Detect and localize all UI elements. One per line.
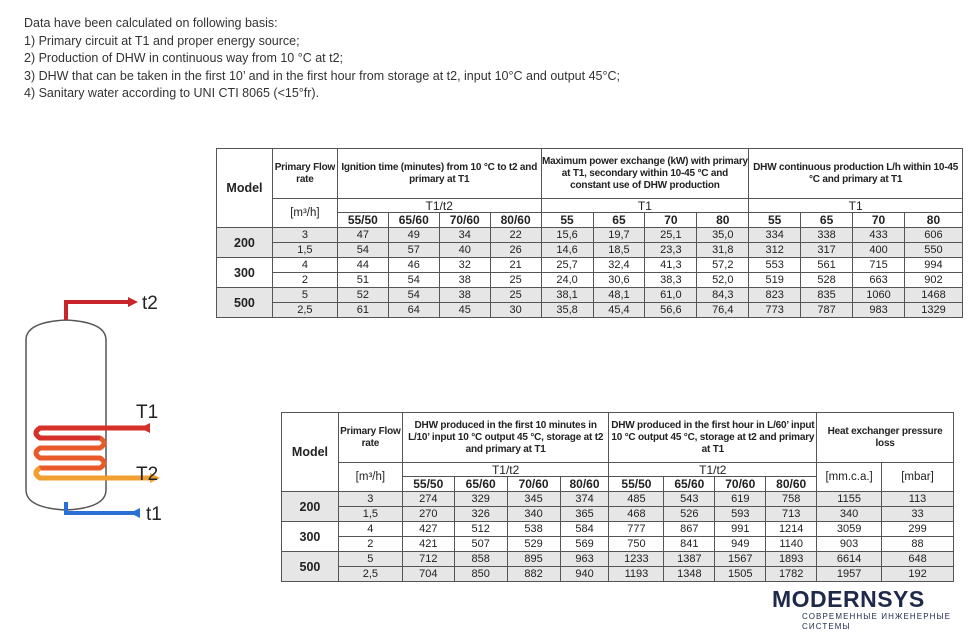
table-cell: 648: [882, 552, 954, 567]
model-cell: 300: [282, 522, 339, 552]
table-cell: 1,5: [272, 243, 337, 258]
tank-diagram: [0, 280, 200, 540]
table-cell: 529: [507, 537, 560, 552]
table-cell: 21: [490, 258, 541, 273]
table-cell: 57,2: [697, 258, 749, 273]
table-cell: 317: [801, 243, 853, 258]
table-cell: 1505: [715, 567, 766, 582]
table-cell: 25: [490, 288, 541, 303]
production-subheader: T1: [749, 199, 963, 213]
column-header-g1_cols-0: 55/50: [402, 477, 454, 492]
table-cell: 850: [454, 567, 507, 582]
table-row: [282, 567, 954, 582]
column-header-g3_cols-2: 70: [853, 213, 905, 228]
column-header-g2_cols-2: 70/60: [715, 477, 766, 492]
table-cell: 38: [439, 273, 490, 288]
table-cell: 1468: [904, 288, 962, 303]
model-header: Model: [282, 413, 339, 492]
modernsys-logo: [772, 586, 972, 632]
table-cell: 18,5: [593, 243, 645, 258]
table-cell: 40: [439, 243, 490, 258]
table-cell: 421: [402, 537, 454, 552]
table-cell: 54: [337, 243, 388, 258]
table-cell: 54: [388, 273, 439, 288]
table-cell: 32: [439, 258, 490, 273]
table-cell: 528: [801, 273, 853, 288]
column-header-g2_cols-2: 70: [645, 213, 697, 228]
table-cell: 704: [402, 567, 454, 582]
column-header-g2_cols-0: 55/50: [609, 477, 664, 492]
table-cell: 38: [439, 288, 490, 303]
pressure-loss-header: Heat exchanger pressure loss: [817, 413, 954, 463]
model-cell: 500: [217, 288, 273, 318]
table-cell: 507: [454, 537, 507, 552]
column-header-g1_cols-1: 65/60: [454, 477, 507, 492]
table-cell: 26: [490, 243, 541, 258]
table-cell: 24,0: [541, 273, 593, 288]
table-cell: 773: [749, 303, 801, 318]
table-cell: 526: [664, 507, 715, 522]
table-cell: 41,3: [645, 258, 697, 273]
t1-arrow-icon: [130, 508, 140, 518]
table-row: [217, 258, 963, 273]
table-cell: 994: [904, 258, 962, 273]
t1-label: t1: [146, 504, 162, 525]
logo-tagline: СОВРЕМЕННЫЕ ИНЖЕНЕРНЫЕ СИСТЕМЫ: [802, 612, 952, 631]
table-cell: 57: [388, 243, 439, 258]
table-cell: 31,8: [697, 243, 749, 258]
table-cell: 550: [904, 243, 962, 258]
table-cell: 2: [338, 537, 402, 552]
column-header-g3_cols-3: 80: [904, 213, 962, 228]
performance-table-2: [281, 412, 954, 582]
table-cell: 33: [882, 507, 954, 522]
table-cell: 345: [507, 492, 560, 507]
table-cell: 823: [749, 288, 801, 303]
table-cell: 329: [454, 492, 507, 507]
notes-title: Data have been calculated on following basis:: [24, 16, 278, 30]
table-cell: 45: [439, 303, 490, 318]
table-cell: 35,0: [697, 228, 749, 243]
flow-unit: [m³/h]: [338, 463, 402, 492]
table-cell: 1387: [664, 552, 715, 567]
table-cell: 758: [766, 492, 817, 507]
table-cell: 882: [507, 567, 560, 582]
table-cell: 1060: [853, 288, 905, 303]
table-cell: 38,1: [541, 288, 593, 303]
table-row: [217, 288, 963, 303]
table-cell: 76,4: [697, 303, 749, 318]
column-header-g1_cols-1: 65/60: [388, 213, 439, 228]
table-cell: 2,5: [272, 303, 337, 318]
table-row: [217, 303, 963, 318]
table-cell: 52: [337, 288, 388, 303]
column-header-g2_cols-3: 80: [697, 213, 749, 228]
table-cell: 858: [454, 552, 507, 567]
table-row: [217, 273, 963, 288]
column-header-g3_cols-1: 65: [801, 213, 853, 228]
table-cell: 312: [749, 243, 801, 258]
table-cell: 84,3: [697, 288, 749, 303]
table-row: [282, 522, 954, 537]
table-cell: 433: [853, 228, 905, 243]
table-cell: 48,1: [593, 288, 645, 303]
table-cell: 46: [388, 258, 439, 273]
table-cell: 3059: [817, 522, 882, 537]
table-cell: 3: [272, 228, 337, 243]
table-cell: 374: [560, 492, 609, 507]
table-cell: 3: [338, 492, 402, 507]
table-cell: 47: [337, 228, 388, 243]
model-header: Model: [217, 149, 273, 228]
table-cell: 569: [560, 537, 609, 552]
model-cell: 200: [217, 228, 273, 258]
table-row: [282, 507, 954, 522]
table-cell: 963: [560, 552, 609, 567]
table-cell: 340: [507, 507, 560, 522]
column-header-g1_cols-0: 55/50: [337, 213, 388, 228]
note-item-3: 3) DHW that can be taken in the first 10’ and in the first hour from storage at t2, input 10°C and output 45°C;: [24, 68, 620, 83]
table-cell: 299: [882, 522, 954, 537]
table-cell: 340: [817, 507, 882, 522]
note-item-4: 4) Sanitary water according to UNI CTI 8065 (<15°fr).: [24, 86, 320, 100]
column-header-g1_cols-2: 70/60: [507, 477, 560, 492]
table-cell: 485: [609, 492, 664, 507]
table-row: [217, 243, 963, 258]
table-cell: 2: [272, 273, 337, 288]
table-cell: 1,5: [338, 507, 402, 522]
table-cell: 4: [272, 258, 337, 273]
table-cell: 940: [560, 567, 609, 582]
table-cell: 561: [801, 258, 853, 273]
table-cell: 44: [337, 258, 388, 273]
table-cell: 841: [664, 537, 715, 552]
table-cell: 22: [490, 228, 541, 243]
notes-block: [24, 15, 620, 103]
table-cell: 983: [853, 303, 905, 318]
table-cell: 1329: [904, 303, 962, 318]
table-cell: 949: [715, 537, 766, 552]
table-cell: 56,6: [645, 303, 697, 318]
table-row: [282, 537, 954, 552]
table-cell: 512: [454, 522, 507, 537]
model-cell: 200: [282, 492, 339, 522]
ignition-subheader: T1/t2: [337, 199, 541, 213]
table-cell: 1233: [609, 552, 664, 567]
column-header-g1_cols-3: 80/60: [490, 213, 541, 228]
first-10-min-header: DHW produced in the first 10 minutes in L/10’ input 10 °C output 45 °C, storage at t2 and primary at T1: [402, 413, 609, 463]
first-10-min-subheader: T1/t2: [402, 463, 609, 477]
table-cell: 19,7: [593, 228, 645, 243]
table-cell: 2,5: [338, 567, 402, 582]
table-cell: 1567: [715, 552, 766, 567]
table-cell: 192: [882, 567, 954, 582]
table-cell: 519: [749, 273, 801, 288]
table-cell: 51: [337, 273, 388, 288]
table-cell: 902: [904, 273, 962, 288]
table-cell: 326: [454, 507, 507, 522]
first-hour-subheader: T1/t2: [609, 463, 817, 477]
t2-arrow-icon: [128, 297, 138, 307]
continuous-production-header: DHW continuous production L/h within 10-45 °C and primary at T1: [749, 149, 963, 199]
table-cell: 835: [801, 288, 853, 303]
table-cell: 270: [402, 507, 454, 522]
table-cell: 400: [853, 243, 905, 258]
T2-label: T2: [136, 464, 159, 485]
table-cell: 334: [749, 228, 801, 243]
table-cell: 5: [338, 552, 402, 567]
table-cell: 1348: [664, 567, 715, 582]
table-cell: 45,4: [593, 303, 645, 318]
column-header-g2_cols-1: 65: [593, 213, 645, 228]
table-cell: 54: [388, 288, 439, 303]
table-cell: 5: [272, 288, 337, 303]
table-cell: 468: [609, 507, 664, 522]
performance-table-1: [216, 148, 963, 318]
table-cell: 4: [338, 522, 402, 537]
table-cell: 6614: [817, 552, 882, 567]
table-cell: 61,0: [645, 288, 697, 303]
tank-body: [26, 320, 106, 510]
table-cell: 777: [609, 522, 664, 537]
table-cell: 32,4: [593, 258, 645, 273]
table-cell: 88: [882, 537, 954, 552]
column-header-g2_cols-1: 65/60: [664, 477, 715, 492]
note-item-1: 1) Primary circuit at T1 and proper energy source;: [24, 33, 300, 48]
table-cell: 30,6: [593, 273, 645, 288]
flow-unit: [m³/h]: [272, 199, 337, 228]
model-cell: 300: [217, 258, 273, 288]
table-cell: 538: [507, 522, 560, 537]
table-cell: 52,0: [697, 273, 749, 288]
table-cell: 30: [490, 303, 541, 318]
table-cell: 35,8: [541, 303, 593, 318]
logo-name: MODERNSYS: [772, 586, 925, 612]
table-cell: 338: [801, 228, 853, 243]
ignition-time-header: Ignition time (minutes) from 10 °C to t2 and primary at T1: [337, 149, 541, 199]
table-cell: 895: [507, 552, 560, 567]
table-cell: 427: [402, 522, 454, 537]
table-cell: 606: [904, 228, 962, 243]
table-cell: 34: [439, 228, 490, 243]
table-cell: 787: [801, 303, 853, 318]
table-cell: 991: [715, 522, 766, 537]
column-header-g1_cols-2: 70/60: [439, 213, 490, 228]
table-cell: 1782: [766, 567, 817, 582]
model-cell: 500: [282, 552, 339, 582]
pressure-unit-mbar: [mbar]: [882, 463, 954, 492]
T1-label: T1: [136, 402, 159, 423]
table-cell: 274: [402, 492, 454, 507]
table-cell: 25,7: [541, 258, 593, 273]
table-cell: 1155: [817, 492, 882, 507]
table-cell: 25: [490, 273, 541, 288]
table-cell: 1140: [766, 537, 817, 552]
table-cell: 903: [817, 537, 882, 552]
max-power-header: Maximum power exchange (kW) with primary at T1, secondary within 10-45 °C and constant use of DHW production: [541, 149, 749, 199]
table-row: [282, 492, 954, 507]
table-row: [217, 228, 963, 243]
t2-pipe: [66, 302, 128, 320]
table-cell: 1893: [766, 552, 817, 567]
table-cell: 113: [882, 492, 954, 507]
table-cell: 584: [560, 522, 609, 537]
table-cell: 543: [664, 492, 715, 507]
table-cell: 593: [715, 507, 766, 522]
table-cell: 867: [664, 522, 715, 537]
table-cell: 38,3: [645, 273, 697, 288]
table-cell: 712: [402, 552, 454, 567]
power-subheader: T1: [541, 199, 749, 213]
table-cell: 619: [715, 492, 766, 507]
table-row: [282, 552, 954, 567]
first-hour-header: DHW produced in the first hour in L/60’ input 10 °C output 45 °C, storage at t2 and primary at T1: [609, 413, 817, 463]
note-item-2: 2) Production of DHW in continuous way from 10 °C at t2;: [24, 51, 344, 65]
table-cell: 715: [853, 258, 905, 273]
table-cell: 25,1: [645, 228, 697, 243]
table-cell: 663: [853, 273, 905, 288]
table-cell: 23,3: [645, 243, 697, 258]
table-cell: 14,6: [541, 243, 593, 258]
table-cell: 49: [388, 228, 439, 243]
table-cell: 713: [766, 507, 817, 522]
table-cell: 553: [749, 258, 801, 273]
flow-rate-header: Primary Flow rate: [272, 149, 337, 199]
table-cell: 750: [609, 537, 664, 552]
table-cell: 1214: [766, 522, 817, 537]
column-header-g2_cols-3: 80/60: [766, 477, 817, 492]
flow-rate-header: Primary Flow rate: [338, 413, 402, 463]
table-cell: 365: [560, 507, 609, 522]
column-header-g1_cols-3: 80/60: [560, 477, 609, 492]
table-cell: 64: [388, 303, 439, 318]
table-cell: 1957: [817, 567, 882, 582]
table-cell: 61: [337, 303, 388, 318]
t2-label: t2: [142, 293, 158, 314]
column-header-g3_cols-0: 55: [749, 213, 801, 228]
column-header-g2_cols-0: 55: [541, 213, 593, 228]
table-cell: 15,6: [541, 228, 593, 243]
table-cell: 1193: [609, 567, 664, 582]
pressure-unit-mmca: [mm.c.a.]: [817, 463, 882, 492]
T1-arrow-icon: [140, 423, 150, 433]
